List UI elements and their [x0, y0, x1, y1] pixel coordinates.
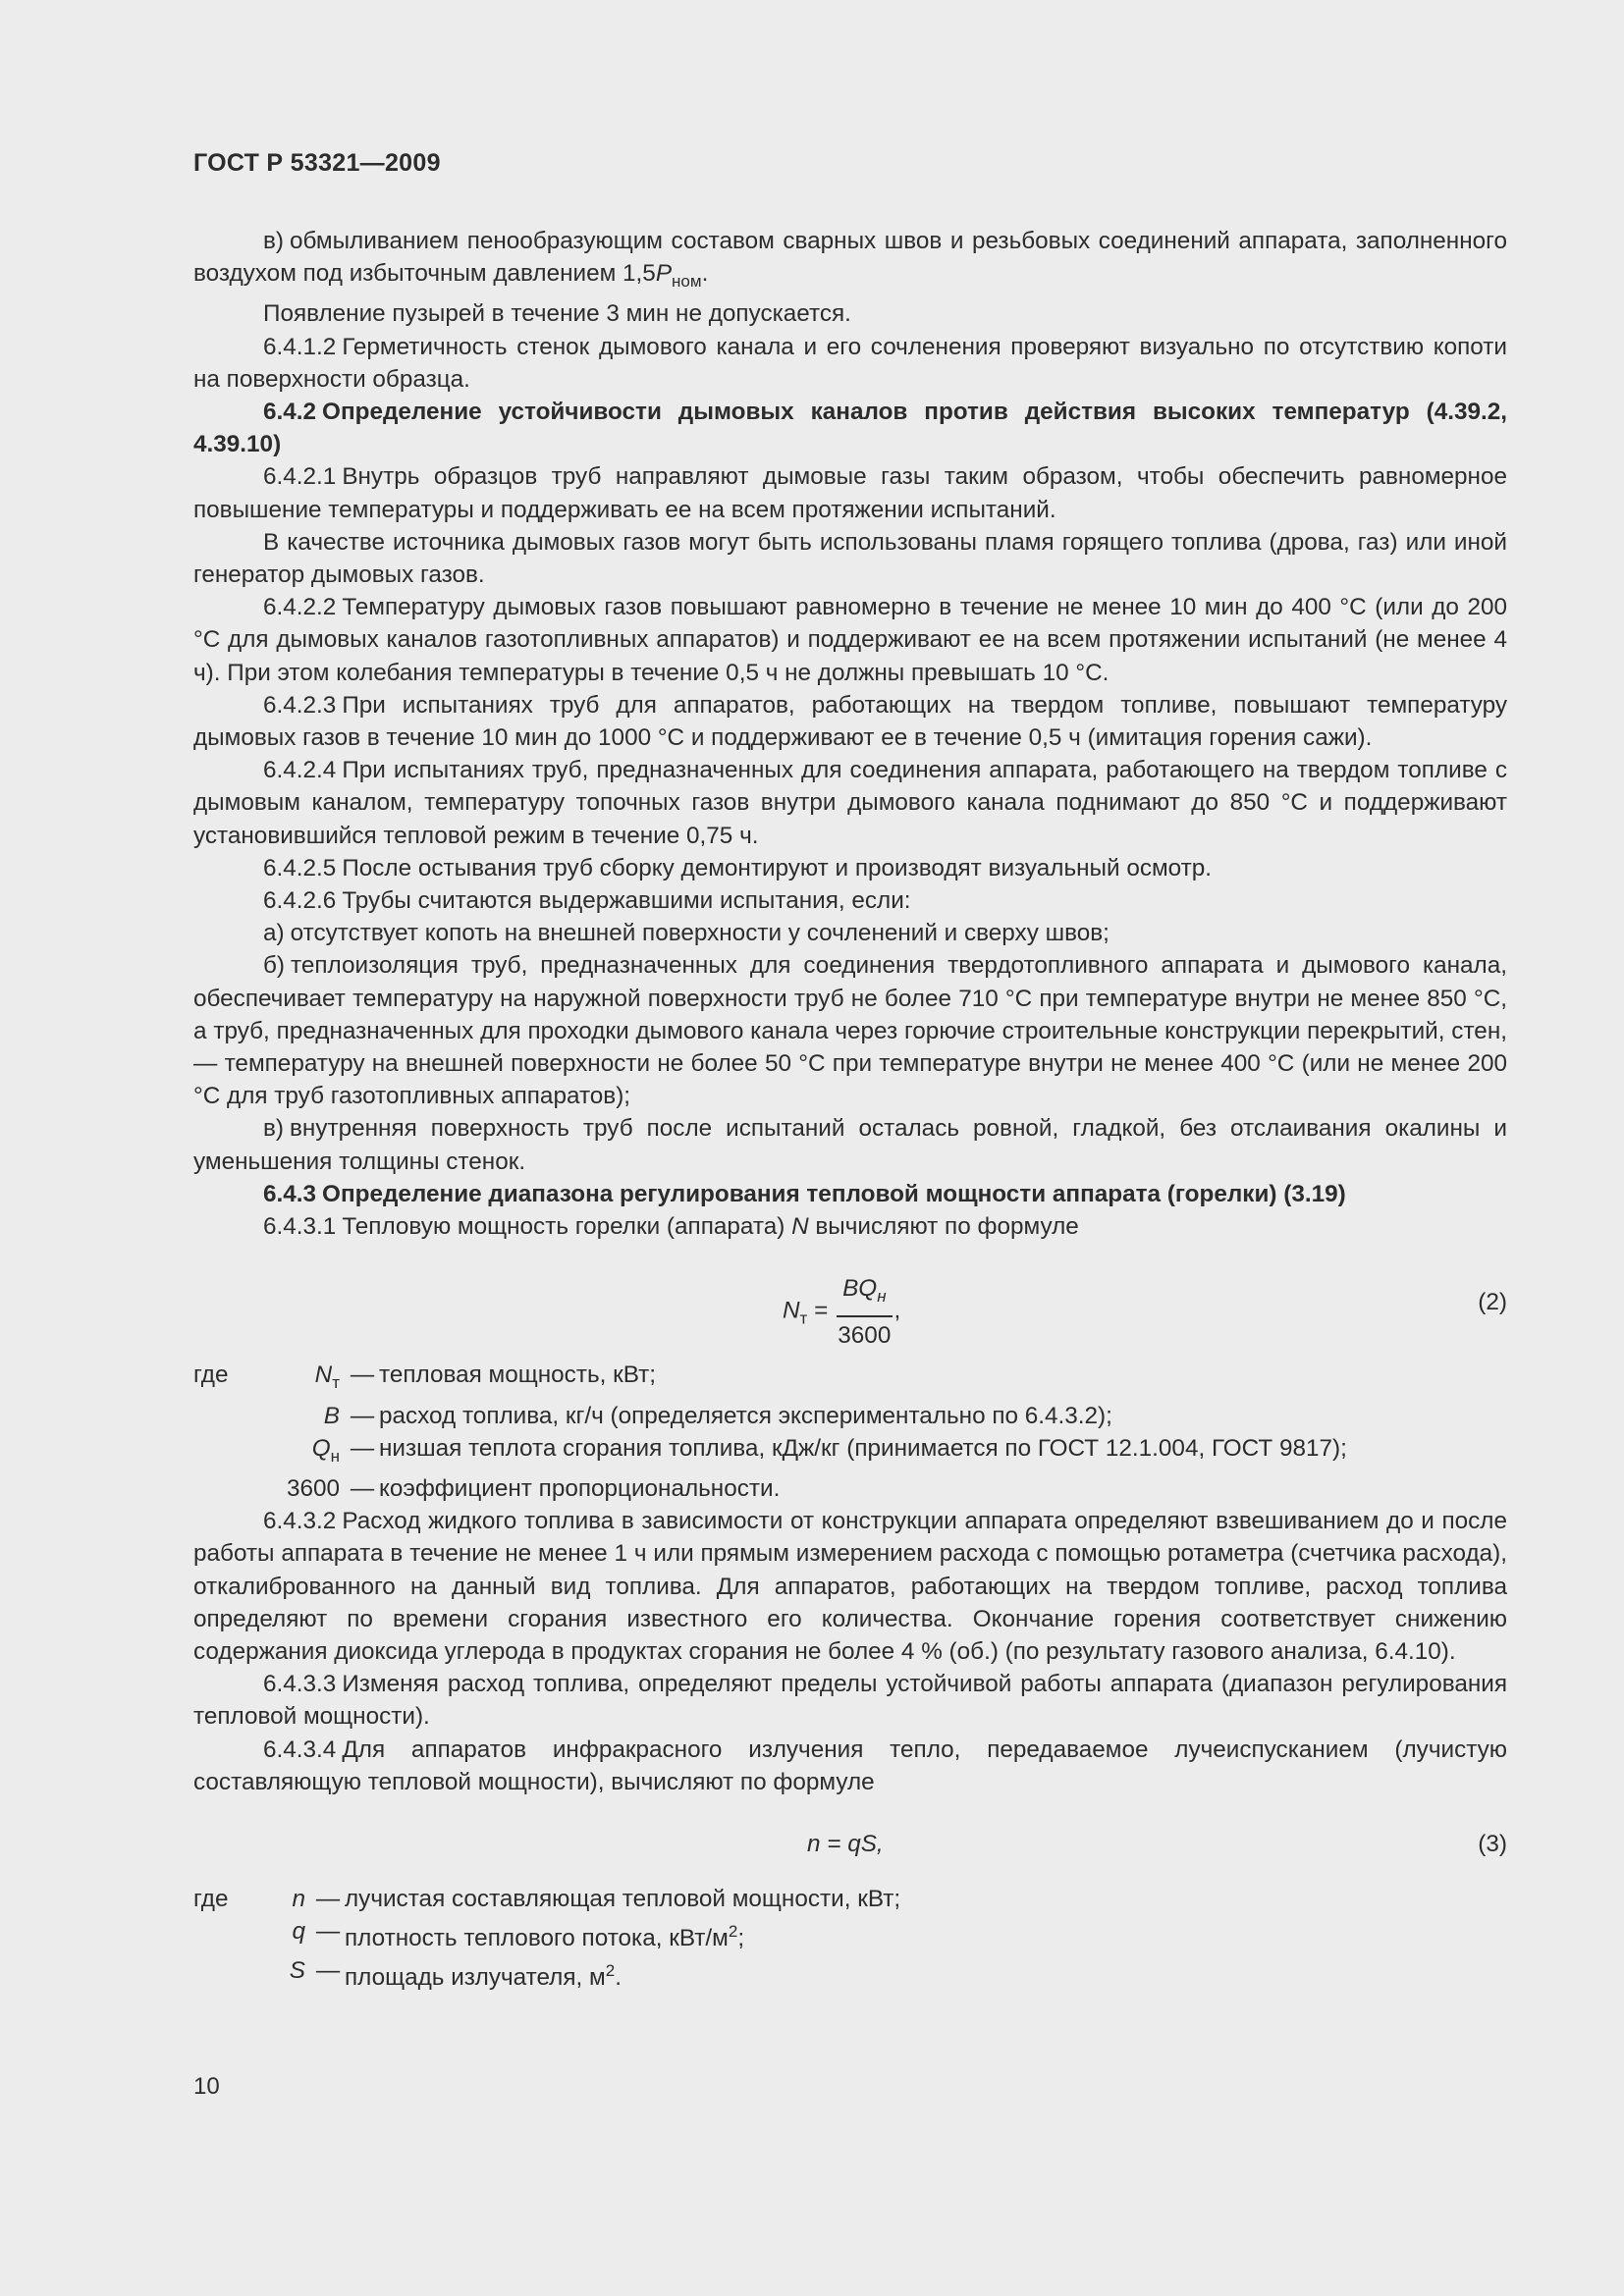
fraction: $\frac{BQ_н}{3600}$: [837, 1272, 892, 1351]
formula-2: $N_т$ = $\frac{BQ_н}{3600}$ , (2): [193, 1258, 1507, 1349]
paragraph: 6.4.1.2 Герметичность стенок дымового канала и его сочленения проверяют визуально по отсутствию копоти на поверхности образца.: [193, 333, 1507, 393]
formula-legend: где $N_т$ — тепловая мощность, кВт; B — расход топлива, кг/ч (определяется экспериментально по 6.4.3.2); $Q_н$ — низшая теплота сгорания топлива, кДж/кг (принимается по ГОСТ 12.1.004, ГОСТ 9817); 3600 — коэффициент пропорциональности.: [193, 1362, 1347, 1502]
list-item: а) отсутствует копоть на внешней поверхности у сочленений и сверху швов;: [263, 920, 1110, 947]
formula-number: (2): [1478, 1289, 1507, 1316]
paragraph: в) обмыливанием пенообразующим составом сварных швов и резьбовых соединений аппарата, заполненного воздухом под избыточным давлением $1,5P_{ном}$.: [193, 228, 1507, 292]
paragraph: 6.4.2.1 Внутрь образцов труб направляют дымовые газы таким образом, чтобы обеспечить равномерное повышение температуры и поддерживать ее на всем протяжении испытаний.: [193, 463, 1507, 523]
formula-3: n = qS, (3): [193, 1814, 1507, 1871]
section-heading: 6.4.2 Определение устойчивости дымовых каналов против действия высоких температур (4.39.2, 4.39.10): [193, 399, 1507, 458]
section-heading: 6.4.3 Определение диапазона регулирования тепловой мощности аппарата (горелки) (3.19): [263, 1180, 1346, 1207]
paragraph: 6.4.3.1 Тепловую мощность горелки (аппарата) N вычисляют по формуле: [263, 1213, 1079, 1241]
paragraph: В качестве источника дымовых газов могут быть использованы пламя горящего топлива (дрова, газ) или иной генератор дымовых газов.: [193, 528, 1507, 589]
paragraph: 6.4.2.3 При испытаниях труб для аппаратов, работающих на твердом топливе, повышают температуру дымовых газов в течение 10 мин до 1000 °С и поддерживают ее в течение 0,5 ч (имитация горения сажи).: [193, 691, 1507, 752]
paragraph: 6.4.2.5 После остывания труб сборку демонтируют и производят визуальный осмотр.: [263, 854, 1213, 881]
formula-number: (3): [1478, 1830, 1507, 1857]
paragraph: 6.4.2.6 Трубы считаются выдержавшими испытания, если:: [263, 887, 911, 915]
paragraph: 6.4.3.2 Расход жидкого топлива в зависимости от конструкции аппарата определяют взвешиванием до и после работы аппарата в течение не менее 1 ч или прямым измерением расхода с помощью ротаметра (счетчика расхода), откалиброванного на данный вид топлива. Для аппаратов, работающих на твердом топливе, расход топлива определяют по времени сгорания известного его количества. Окончание горения соответствует снижению содержания диоксида углерода в продуктах сгорания не более 4 % (об.) (по результату газового анализа, 6.4.10).: [193, 1508, 1507, 1665]
list-item: в) внутренняя поверхность труб после испытаний осталась ровной, гладкой, без отслаивания окалины и уменьшения толщины стенок.: [193, 1115, 1507, 1175]
document-header: ГОСТ Р 53321—2009: [193, 149, 441, 177]
paragraph: 6.4.2.4 При испытаниях труб, предназначенных для соединения аппарата, работающего на твердом топливе с дымовым каналом, температуру топочных газов внутри дымового канала поднимают до 850 °С и поддерживают установившийся тепловой режим в течение 0,75 ч.: [193, 757, 1507, 849]
page-number: 10: [193, 2073, 220, 2100]
document-body: [193, 225, 1507, 1995]
paragraph: 6.4.3.4 Для аппаратов инфракрасного излучения тепло, передаваемое лучеиспусканием (лучистую составляющую тепловой мощности), вычисляют по формуле: [193, 1735, 1507, 1795]
list-item: б) теплоизоляция труб, предназначенных для соединения твердотопливного аппарата и дымового канала, обеспечивает температуру на наружной поверхности труб не более 710 °С при температуре внутри не менее 850 °С, а труб, предназначенных для проходки дымового канала через горючие строительные конструкции перекрытий, стен, — температуру на внешней поверхности не более 50 °С при температуре внутри не менее 400 °С (или не менее 200 °С для труб газотопливных аппаратов);: [193, 952, 1507, 1110]
formula-legend: где n — лучистая составляющая тепловой мощности, кВт; q — плотность теплового потока, кВт/$м^2$; S — площадь излучателя, $м^2$.: [193, 1885, 901, 1992]
paragraph: Появление пузырей в течение 3 мин не допускается.: [263, 300, 851, 328]
paragraph: 6.4.2.2 Температуру дымовых газов повышают равномерно в течение не менее 10 мин до 400 °С (или до 200 °С для дымовых каналов газотопливных аппаратов) и поддерживают ее на всем протяжении испытаний (не менее 4 ч). При этом колебания температуры в течение 0,5 ч не должны превышать 10 °С.: [193, 594, 1507, 686]
paragraph: 6.4.3.3 Изменяя расход топлива, определяют пределы устойчивой работы аппарата (диапазон регулирования тепловой мощности).: [193, 1671, 1507, 1731]
